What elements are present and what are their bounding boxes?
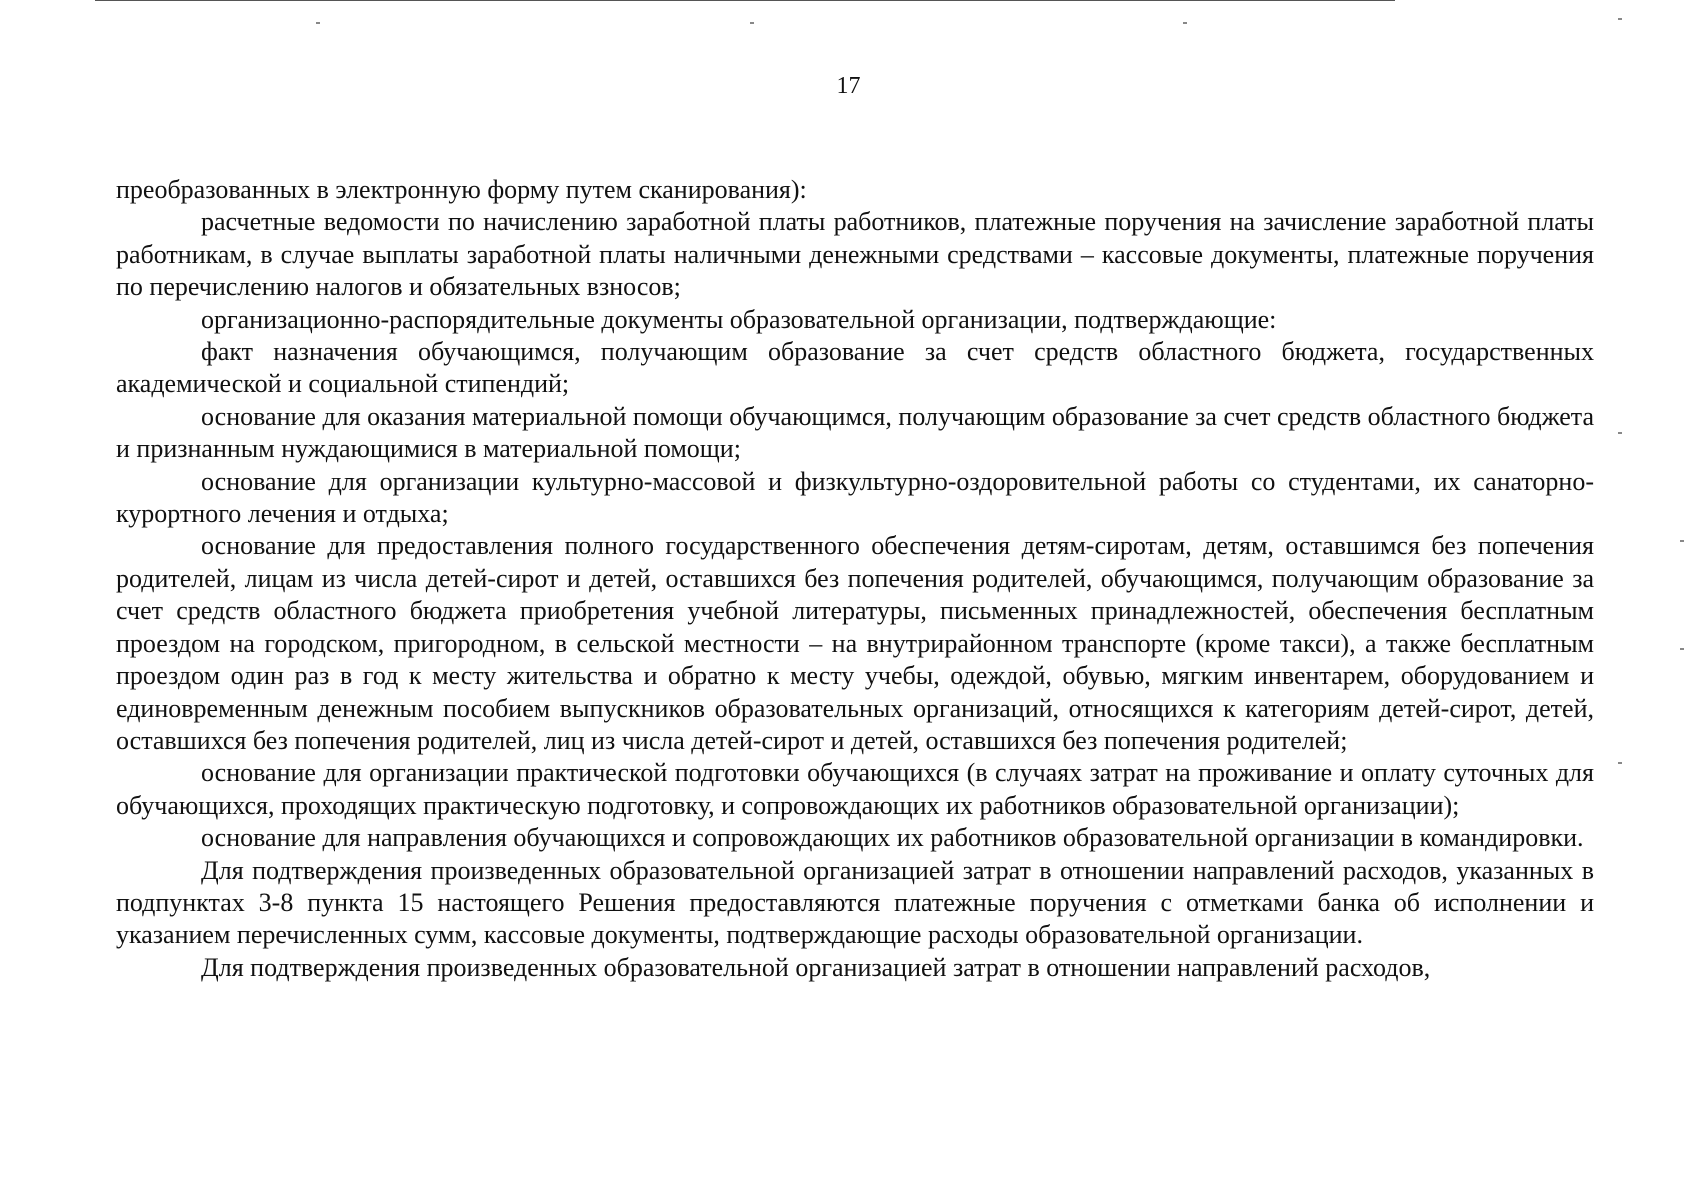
paragraph-expense-confirmation-continued: Для подтверждения произведенных образовательной организацией затрат в отношении направлений расходов, [201,952,1431,982]
scan-artifact-dot [750,22,754,24]
scan-artifact-dot [316,22,320,24]
paragraph-organizational-documents: организационно-распорядительные документы образовательной организации, подтверждающие: [201,304,1277,334]
paragraph-orphan-support: основание для предоставления полного государственного обеспечения детям-сиротам, детям, оставшимся без попечения родителей, лицам из числа детей-сирот и детей, оставшихся без попечения родителей, обучающимся, получающим образование за счет средств областного бюджета приобретения учебной литературы, письменных принадлежностей, обеспечения бесплатным проездом на городском, пригородном, в сельской местности – на внутрирайонном транспорте (кроме такси), а также бесплатным проездом один раз в год к месту жительства и обратно к месту учебы, одеждой, обувью, мягким инвентарем, оборудованием и единовременным денежным пособием выпускников образовательных организаций, относящихся к категориям детей-сирот, детей, оставшихся без попечения родителей, лиц из числа детей-сирот и детей, оставшихся без попечения родителей; [116,531,1594,755]
scan-artifact-dot [1618,18,1622,20]
scan-top-edge-line [95,0,1395,1]
scan-artifact-dot [1680,648,1684,650]
page-number: 17 [836,73,861,99]
paragraph-payroll-documents: расчетные ведомости по начислению заработной платы работников, платежные поручения на зачисление заработной платы работникам, в случае выплаты заработной платы наличными денежными средствами – кассовые документы, платежные поручения по перечислению налогов и обязательных взносов; [116,207,1594,302]
paragraph-scholarships: факт назначения обучающимся, получающим образование за счет средств областного бюджета, государственных академической и социальной стипендий; [116,337,1594,399]
paragraph-continuation: преобразованных в электронную форму путем сканирования): [116,175,807,204]
paragraph-expense-confirmation: Для подтверждения произведенных образовательной организацией затрат в отношении направлений расходов, указанных в подпунктах 3-8 пункта 15 настоящего Решения предоставляются платежные поручения с отметками банка об исполнении и указанием перечисленных сумм, кассовые документы, подтверждающие расходы образовательной организации. [116,855,1594,950]
document-body [116,174,1594,984]
scan-artifact-dot [1680,540,1684,542]
scan-artifact-dot [1618,432,1622,434]
scan-artifact-dot [1618,762,1622,764]
paragraph-business-trips: основание для направления обучающихся и сопровождающих их работников образовательной организации в командировки. [201,823,1584,853]
scan-artifact-dot [1183,22,1187,24]
paragraph-material-aid: основание для оказания материальной помощи обучающимся, получающим образование за счет средств областного бюджета и признанным нуждающимися в материальной помощи; [116,401,1594,464]
paragraph-practical-training: основание для организации практической подготовки обучающихся (в случаях затрат на проживание и оплату суточных для обучающихся, проходящих практическую подготовку, и сопровождающих их работников образовательной организации); [116,758,1594,820]
paragraph-cultural-work: основание для организации культурно-массовой и физкультурно-оздоровительной работы со студентами, их санаторно-курортного лечения и отдыха; [116,466,1594,529]
